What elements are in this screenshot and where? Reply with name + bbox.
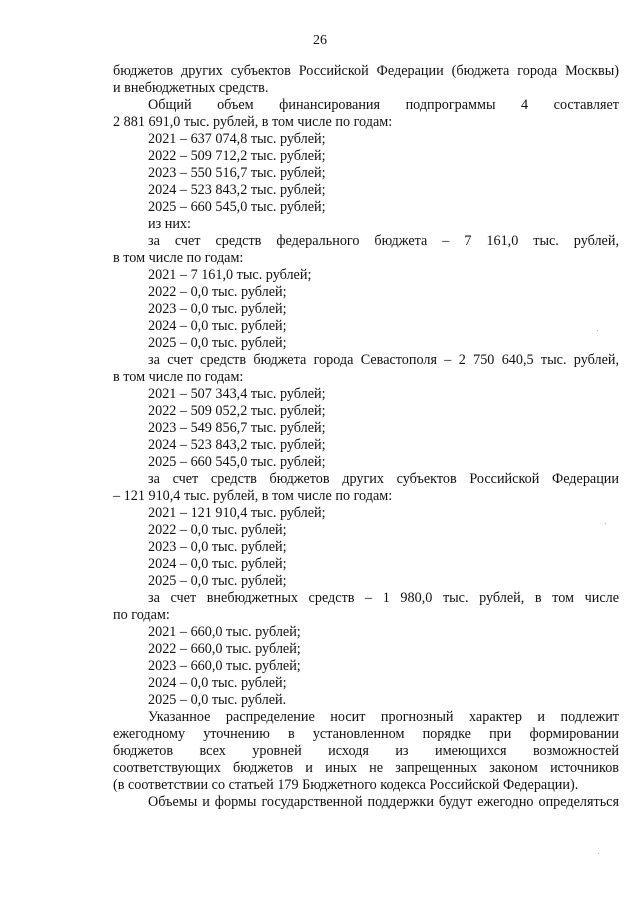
text-line: 2021 – 660,0 тыс. рублей;	[148, 624, 301, 640]
text-line: бюджетов всех уровней исходя из имеющихся возможностей	[113, 743, 619, 759]
text-line: в том числе по годам:	[113, 250, 244, 266]
text-line: Объемы и формы государственной поддержки будут ежегодно определяться	[148, 794, 619, 810]
text-line: 2024 – 523 843,2 тыс. рублей;	[148, 437, 326, 453]
text-line: 2021 – 121 910,4 тыс. рублей;	[148, 505, 326, 521]
text-line: (в соответствии со статьей 179 Бюджетного кодекса Российской Федерации).	[113, 777, 579, 793]
page-number: 26	[313, 33, 327, 48]
text-line: 2024 – 0,0 тыс. рублей;	[148, 556, 287, 572]
text-line: 2025 – 660 545,0 тыс. рублей;	[148, 199, 326, 215]
text-line: ежегодному уточнению в установленном порядке при формировании	[113, 726, 619, 742]
text-line: 2022 – 660,0 тыс. рублей;	[148, 641, 301, 657]
text-line: 2022 – 509 712,2 тыс. рублей;	[148, 148, 326, 164]
text-line: 2022 – 0,0 тыс. рублей;	[148, 522, 287, 538]
scan-speck	[605, 523, 606, 524]
text-line: 2023 – 0,0 тыс. рублей;	[148, 301, 287, 317]
text-line: 2022 – 0,0 тыс. рублей;	[148, 284, 287, 300]
text-line: и внебюджетных средств.	[113, 80, 269, 96]
text-line: 2021 – 7 161,0 тыс. рублей;	[148, 267, 312, 283]
scan-speck	[597, 330, 598, 331]
text-line: Указанное распределение носит прогнозный характер и подлежит	[148, 709, 619, 725]
text-line: 2025 – 660 545,0 тыс. рублей;	[148, 454, 326, 470]
text-line: в том числе по годам:	[113, 369, 244, 385]
text-line: 2025 – 0,0 тыс. рублей;	[148, 573, 287, 589]
text-line: 2025 – 0,0 тыс. рублей.	[148, 692, 287, 708]
document-body	[113, 63, 619, 811]
text-line: 2023 – 0,0 тыс. рублей;	[148, 539, 287, 555]
text-line: за счет средств бюджета города Севастополя – 2 750 640,5 тыс. рублей,	[148, 352, 619, 368]
text-line: 2024 – 0,0 тыс. рублей;	[148, 675, 287, 691]
text-line: 2021 – 507 343,4 тыс. рублей;	[148, 386, 326, 402]
text-line: 2024 – 523 843,2 тыс. рублей;	[148, 182, 326, 198]
text-line: 2 881 691,0 тыс. рублей, в том числе по годам:	[113, 114, 393, 130]
text-line: – 121 910,4 тыс. рублей, в том числе по годам:	[113, 488, 393, 504]
scan-speck	[598, 853, 599, 854]
text-line: за счет внебюджетных средств – 1 980,0 тыс. рублей, в том числе	[148, 590, 619, 606]
text-line: 2023 – 550 516,7 тыс. рублей;	[148, 165, 326, 181]
text-line: 2022 – 509 052,2 тыс. рублей;	[148, 403, 326, 419]
text-line: по годам:	[113, 607, 170, 623]
text-line: 2024 – 0,0 тыс. рублей;	[148, 318, 287, 334]
text-line: соответствующих бюджетов и иных не запрещенных законом источников	[113, 760, 619, 776]
text-line: 2025 – 0,0 тыс. рублей;	[148, 335, 287, 351]
text-line: 2021 – 637 074,8 тыс. рублей;	[148, 131, 326, 147]
text-line: за счет средств бюджетов других субъектов Российской Федерации	[148, 471, 619, 487]
text-line: 2023 – 549 856,7 тыс. рублей;	[148, 420, 326, 436]
text-line: 2023 – 660,0 тыс. рублей;	[148, 658, 301, 674]
text-line: из них:	[148, 216, 191, 232]
text-line: Общий объем финансирования подпрограммы 4 составляет	[148, 97, 619, 113]
text-line: бюджетов других субъектов Российской Федерации (бюджета города Москвы)	[113, 63, 619, 79]
text-line: за счет средств федерального бюджета – 7 161,0 тыс. рублей,	[148, 233, 619, 249]
